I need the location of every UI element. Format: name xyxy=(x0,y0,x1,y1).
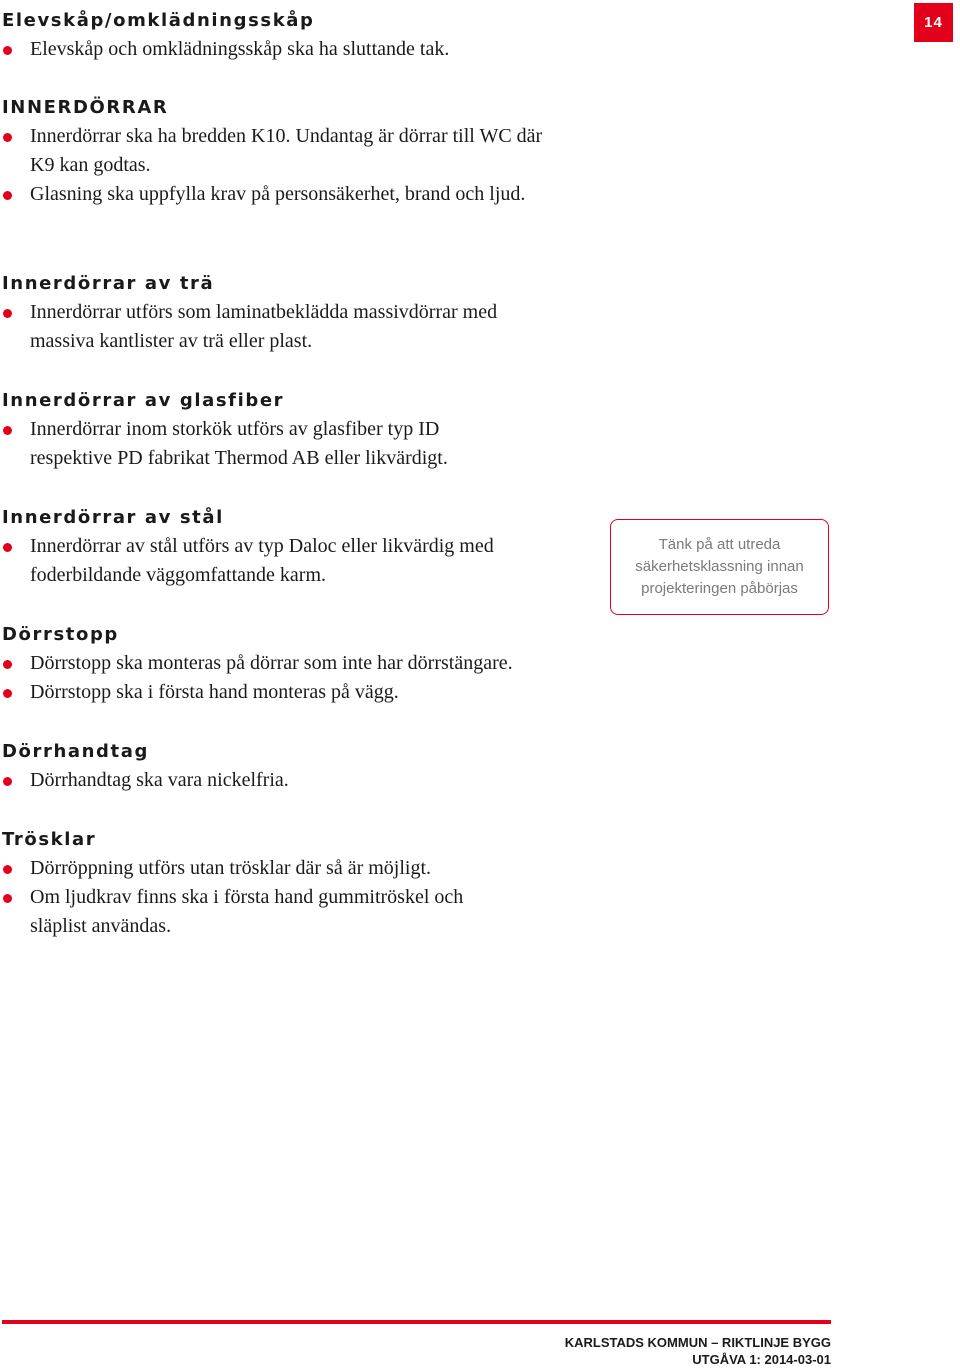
footer-divider xyxy=(2,1320,831,1324)
bullet-icon xyxy=(3,777,12,786)
section-innerdorrar-stal xyxy=(2,503,602,590)
list-item-text: Glasning ska uppfylla krav på personsäkerhet, brand och ljud. xyxy=(30,183,526,205)
section-heading: Innerdörrar av trä xyxy=(2,273,215,294)
bullet-icon xyxy=(3,309,12,318)
list-item xyxy=(2,854,522,883)
bullet-icon xyxy=(3,689,12,698)
bullet-icon xyxy=(3,133,12,142)
footer-title: KARLSTADS KOMMUN – RIKTLINJE BYGG xyxy=(564,1335,831,1350)
bullet-icon xyxy=(3,46,12,55)
list-item-text: Innerdörrar av stål utförs av typ Daloc eller likvärdig med foderbildande väggomfattande karm. xyxy=(30,535,494,586)
list-item xyxy=(2,298,562,356)
list-item-text: Innerdörrar inom storkök utförs av glasfiber typ ID respektive PD fabrikat Thermod AB eller likvärdigt. xyxy=(30,418,448,469)
list-item-text: Om ljudkrav finns ska i första hand gummitröskel och släplist användas. xyxy=(30,886,464,937)
bullet-icon xyxy=(3,865,12,874)
footer-edition: UTGÅVA 1: 2014-03-01 xyxy=(692,1352,831,1367)
section-heading: INNERDÖRRAR xyxy=(2,97,169,118)
list-item xyxy=(2,678,602,707)
section-heading: Dörrhandtag xyxy=(2,741,149,762)
note-callout xyxy=(610,519,829,615)
section-troskler xyxy=(2,825,602,941)
list-item xyxy=(2,415,522,473)
bullet-list xyxy=(2,122,562,209)
bullet-list xyxy=(2,766,602,795)
list-item-text: Elevskåp och omklädningsskåp ska ha sluttande tak. xyxy=(30,38,450,60)
list-item-text: Dörrhandtag ska vara nickelfria. xyxy=(30,769,289,791)
list-item-text: Innerdörrar ska ha bredden K10. Undantag är dörrar till WC där K9 kan godtas. xyxy=(30,125,543,176)
bullet-list xyxy=(2,649,602,707)
list-item xyxy=(2,35,602,64)
list-item xyxy=(2,180,562,209)
section-elevskap xyxy=(2,6,602,64)
list-item xyxy=(2,532,562,590)
section-innerdorrar-glasfiber xyxy=(2,386,602,473)
section-heading: Innerdörrar av stål xyxy=(2,507,224,528)
list-item xyxy=(2,766,602,795)
section-heading: Elevskåp/omklädningsskåp xyxy=(2,10,315,31)
bullet-list xyxy=(2,298,562,356)
section-dorrstopp xyxy=(2,620,602,707)
section-heading: Trösklar xyxy=(2,829,97,850)
section-innerdorrar xyxy=(2,93,602,209)
note-text: Tänk på att utreda säkerhetsklassning innan projekteringen påbörjas xyxy=(635,536,804,597)
page-number-badge: 14 xyxy=(914,3,953,42)
section-heading: Innerdörrar av glasfiber xyxy=(2,390,285,411)
list-item xyxy=(2,122,562,180)
footer xyxy=(565,1334,831,1368)
list-item-text: Dörrstopp ska i första hand monteras på vägg. xyxy=(30,681,399,703)
bullet-icon xyxy=(3,426,12,435)
section-heading: Dörrstopp xyxy=(2,624,119,645)
list-item-text: Dörrstopp ska monteras på dörrar som inte har dörrstängare. xyxy=(30,652,513,674)
list-item-text: Dörröppning utförs utan trösklar där så är möjligt. xyxy=(30,857,432,879)
section-innerdorrar-tra xyxy=(2,269,602,356)
list-item-text: Innerdörrar utförs som laminatbeklädda massivdörrar med massiva kantlister av trä eller plast. xyxy=(30,301,498,352)
bullet-list xyxy=(2,35,602,64)
bullet-icon xyxy=(3,191,12,200)
bullet-list xyxy=(2,532,562,590)
bullet-list xyxy=(2,854,522,941)
list-item xyxy=(2,649,602,678)
bullet-icon xyxy=(3,894,12,903)
section-dorrhandtag xyxy=(2,737,602,795)
bullet-icon xyxy=(3,660,12,669)
bullet-list xyxy=(2,415,522,473)
bullet-icon xyxy=(3,543,12,552)
list-item xyxy=(2,883,522,941)
